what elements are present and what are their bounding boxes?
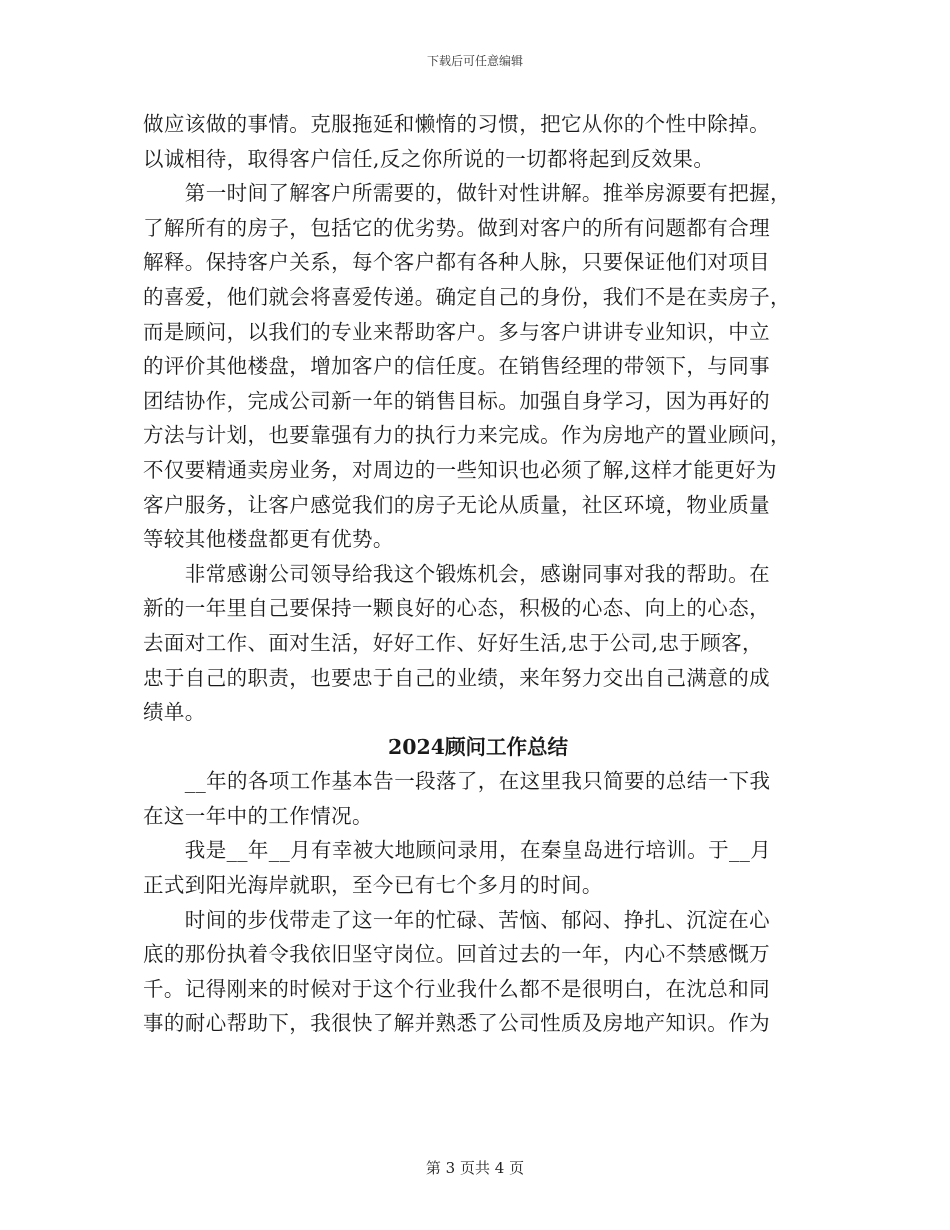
- text-line: __年的各项工作基本告一段落了，在这里我只简要的总结一下我: [143, 769, 771, 794]
- text-line: 了解所有的房子，包括它的优劣势。做到对客户的所有问题都有合理: [143, 215, 770, 240]
- text-line: 客户服务，让客户感觉我们的房子无论从质量，社区环境，物业质量: [143, 492, 770, 517]
- text-line: 以诚相待，取得客户信任,反之你所说的一切都将起到反效果。: [143, 146, 715, 171]
- text-line: 而是顾问，以我们的专业来帮助客户。多与客户讲讲专业知识，中立: [143, 319, 770, 344]
- text-line: 的喜爱，他们就会将喜爱传递。确定自己的身份，我们不是在卖房子，: [143, 284, 791, 309]
- page-footer: 第 3 页共 4 页: [425, 1159, 525, 1177]
- text-line: 解释。保持客户关系，每个客户都有各种人脉，只要保证他们对项目: [143, 250, 770, 275]
- text-line: 做应该做的事情。克服拖延和懒惰的习惯，把它从你的个性中除掉。: [143, 112, 770, 136]
- text-line: 新的一年里自己要保持一颗良好的心态，积极的心态、向上的心态，: [143, 596, 770, 621]
- text-line: 时间的步伐带走了这一年的忙碌、苦恼、郁闷、挣扎、沉淀在心: [143, 907, 770, 932]
- text-line: 事的耐心帮助下，我很快了解并熟悉了公司性质及房地产知识。作为: [143, 1011, 770, 1036]
- text-line: 绩单。: [143, 700, 206, 725]
- text-line: 去面对工作、面对生活，好好工作、好好生活,忠于公司,忠于顾客，: [143, 630, 763, 655]
- text-line: 正式到阳光海岸就职，至今已有七个多月的时间。: [143, 873, 603, 898]
- text-line: 我是__年__月有幸被大地顾问录用，在秦皇岛进行培训。于__月: [143, 838, 772, 863]
- text-line: 千。记得刚来的时候对于这个行业我什么都不是很明白，在沈总和同: [143, 976, 770, 1001]
- page-header: 下载后可任意编辑: [426, 54, 523, 68]
- document-body: [143, 107, 813, 1041]
- text-line: 方法与计划，也要靠强有力的执行力来完成。作为房地产的置业顾问，: [143, 423, 791, 448]
- text-line: 底的那份执着令我依旧坚守岗位。回首过去的一年，内心不禁感慨万: [143, 942, 770, 967]
- text-line: 不仅要精通卖房业务，对周边的一些知识也必须了解,这样才能更好为: [143, 457, 777, 482]
- section-title: 2024顾问工作总结: [387, 734, 569, 759]
- text-line: 等较其他楼盘都更有优势。: [143, 527, 394, 552]
- text-line: 的评价其他楼盘，增加客户的信任度。在销售经理的带领下，与同事: [143, 354, 770, 379]
- text-line: 非常感谢公司领导给我这个锻炼机会，感谢同事对我的帮助。在: [143, 561, 770, 586]
- text-line: 第一时间了解客户所需要的，做针对性讲解。推举房源要有把握，: [143, 181, 791, 206]
- text-line: 在这一年中的工作情况。: [143, 803, 373, 828]
- text-line: 忠于自己的职责，也要忠于自己的业绩，来年努力交出自己满意的成: [143, 665, 770, 690]
- text-line: 团结协作，完成公司新一年的销售目标。加强自身学习，因为再好的: [143, 388, 770, 413]
